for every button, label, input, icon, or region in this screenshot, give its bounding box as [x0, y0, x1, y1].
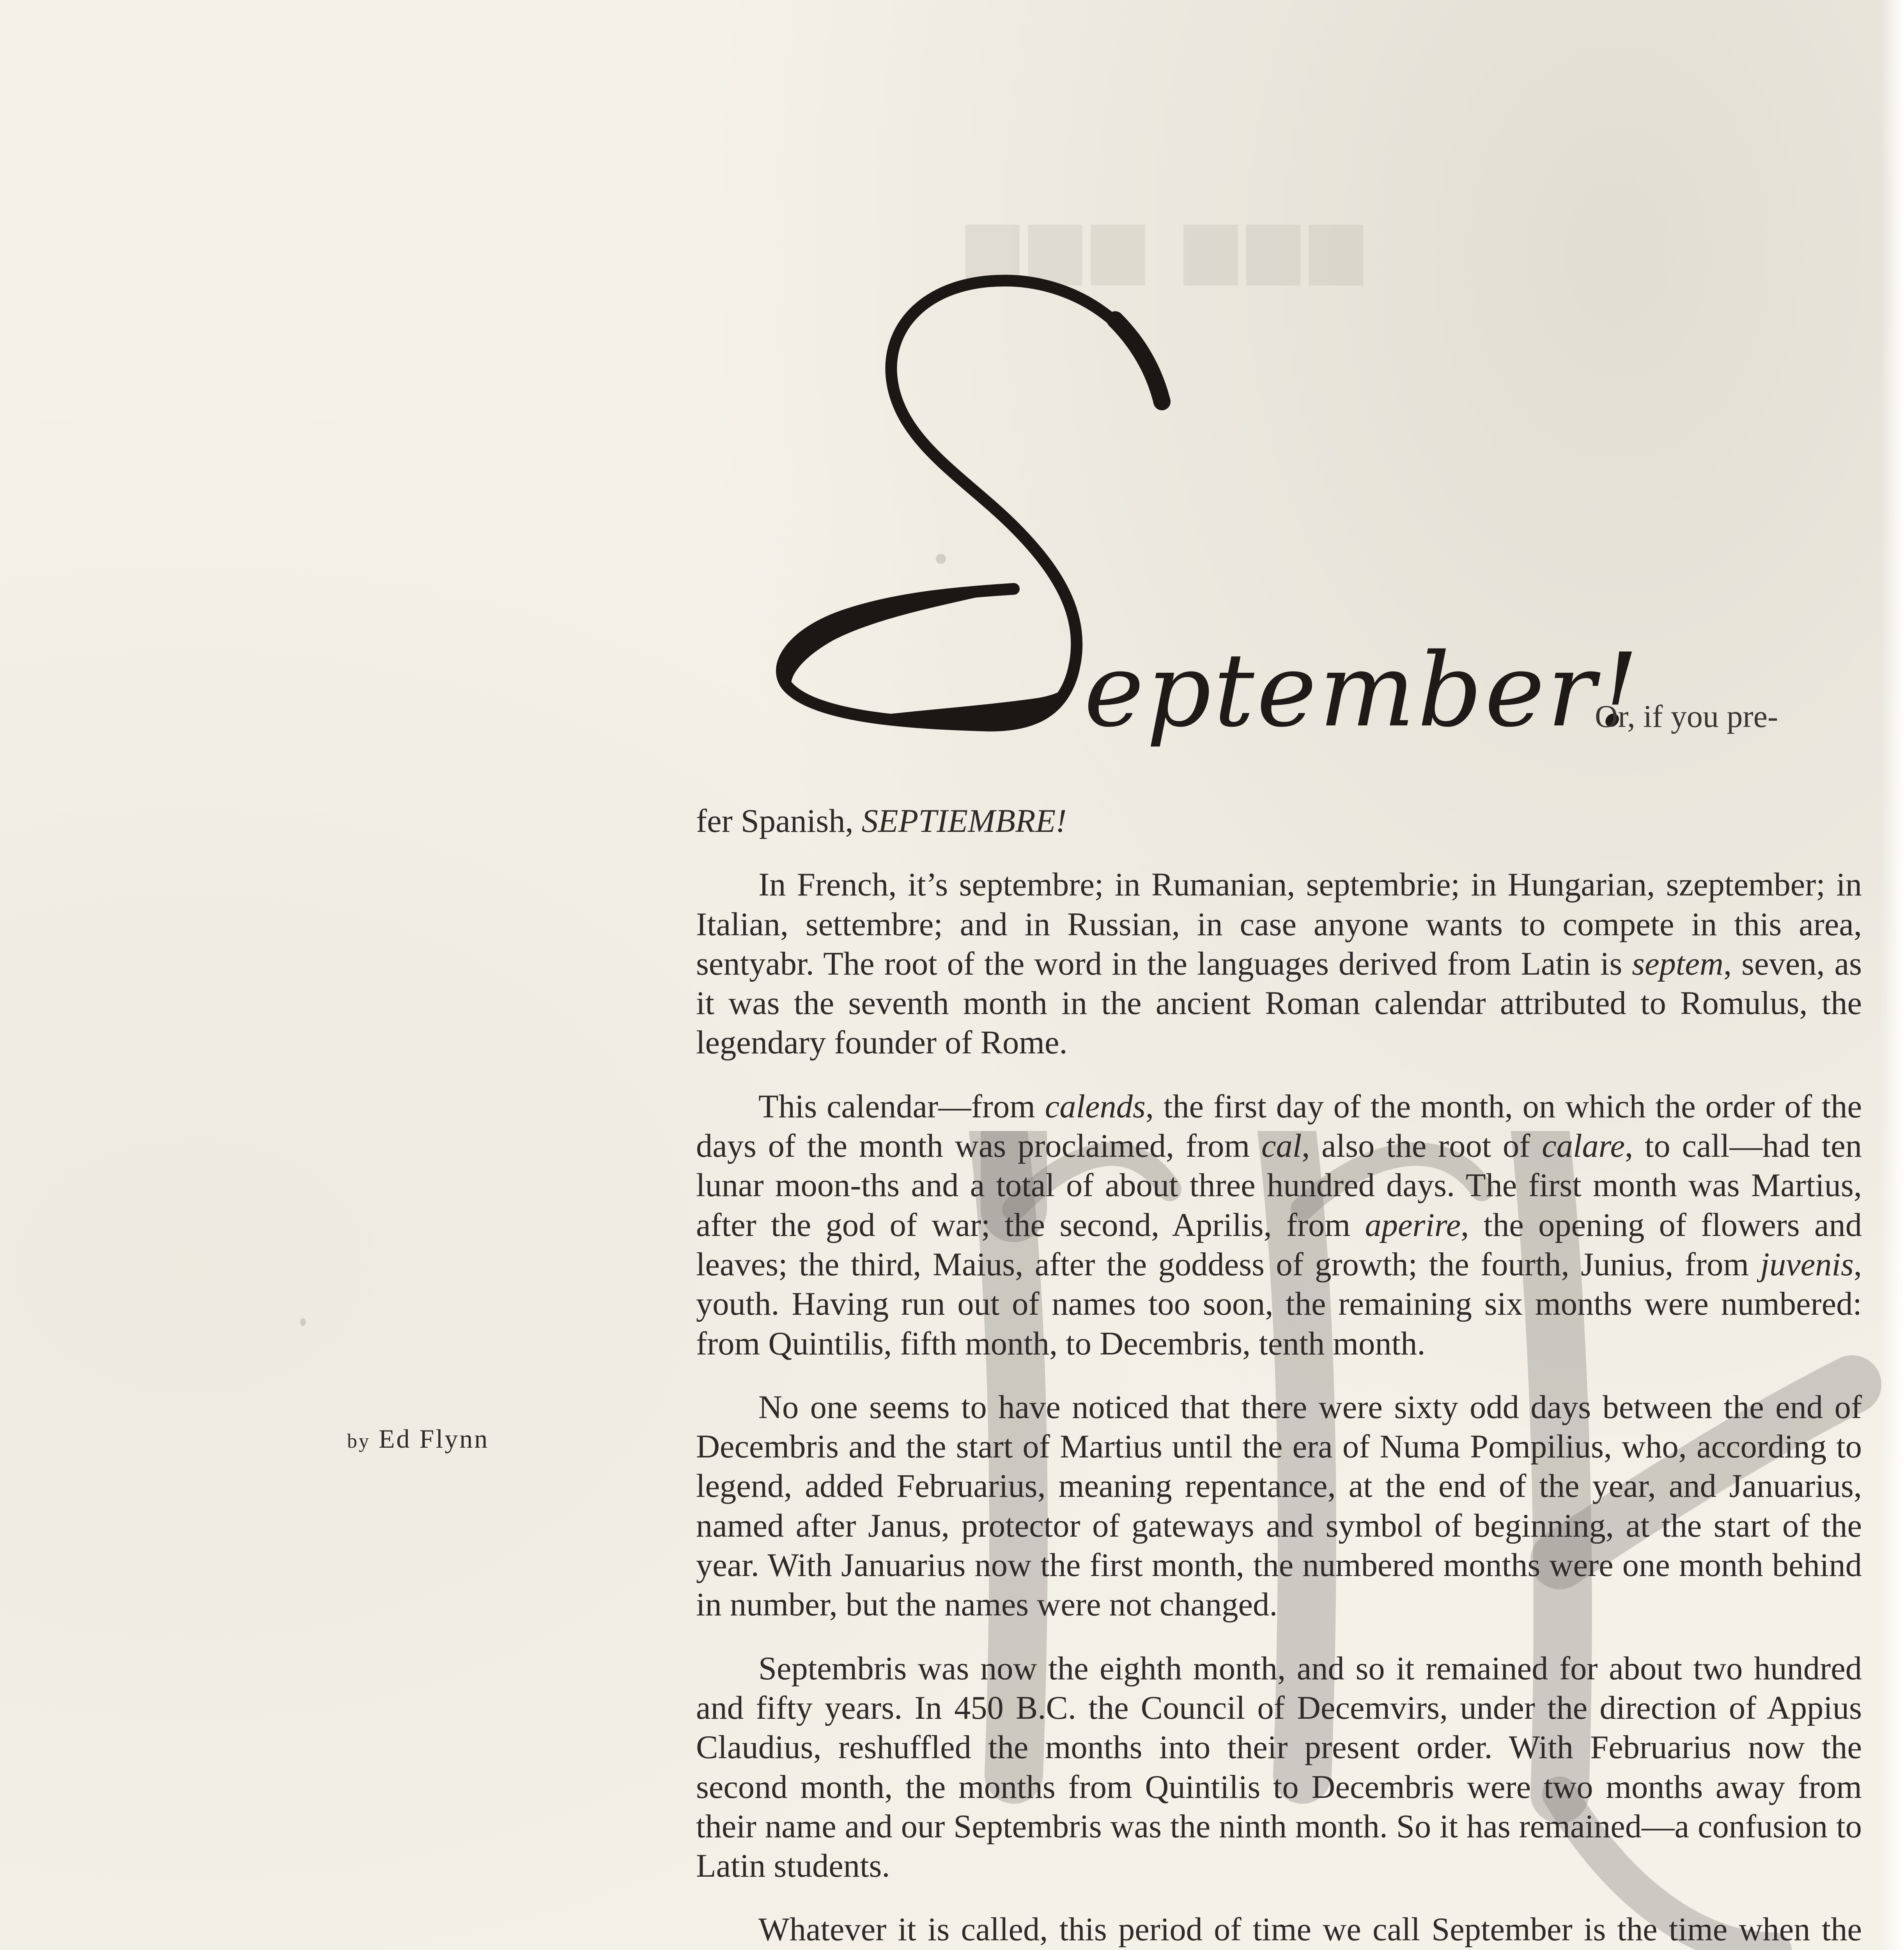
text-run: , seven, as it was the seventh month in the ancient Roman calendar attributed to Romulus, the legendary founder of Rome. — [696, 945, 1862, 1061]
bleed-through-text: ▆▆▆ ▆▆▆ — [967, 208, 1373, 282]
article-paragraph — [696, 1910, 1862, 1950]
author-name: Ed Flynn — [379, 1424, 489, 1454]
italic-term: calends — [1045, 1088, 1146, 1125]
text-run: In French, it’s septembre; in Rumanian, septembrie; in Hungarian, szeptember; in Italian, settembre; and in Russian, in case anyone wants to compete in this area, sentyabr. The root of the word in the languages derived from Latin is — [696, 867, 1862, 982]
text-run: , youth. Having run out of names too soon, the remaining six months were numbered: from Quintilis, fifth month, to Decembris, tenth month. — [696, 1246, 1862, 1362]
text-run: , also the root of — [1302, 1128, 1542, 1165]
page-edge — [1881, 0, 1904, 1950]
print-speck — [936, 554, 946, 564]
italic-term: calare — [1542, 1128, 1625, 1165]
text-run: fer Spanish, — [696, 803, 862, 839]
text-run: , the opening of flowers and leaves; the third, Maius, after the goddess of growth; the fourth, Junius, from — [696, 1207, 1862, 1283]
article-paragraph — [696, 1087, 1862, 1363]
italic-term: juvenis — [1760, 1246, 1854, 1283]
byline-prefix: by — [347, 1430, 370, 1452]
text-run: Whatever it is called, this period of time we call September is the time when the — [758, 1911, 1862, 1948]
italic-term: septem — [1632, 945, 1723, 982]
byline — [347, 1424, 489, 1454]
article-paragraph — [696, 1649, 1862, 1886]
lead-in-text: Or, if you pre- — [1595, 698, 1778, 734]
article-paragraph — [696, 801, 1862, 841]
italic-term: aperire — [1365, 1207, 1461, 1243]
article-paragraph — [696, 865, 1862, 1062]
italic-term: cal — [1261, 1128, 1302, 1165]
article-paragraph — [696, 1388, 1862, 1625]
print-speck — [300, 1318, 306, 1326]
decorative-heading-word: eptember! — [1084, 632, 1641, 750]
article-body — [696, 801, 1862, 1950]
text-run: , to call—had ten lunar moon-ths and a total of about three hundred days. The first month was Martius, after the god of war; the second, Aprilis, from — [696, 1128, 1862, 1243]
text-run: Septembris was now the eighth month, and so it remained for about two hundred and fifty years. In 450 B.C. the Council of Decemvirs, under the direction of Appius Claudius, reshuffled the months into their present order. With Februarius now the second month, the months from Quintilis to Decembris were two months away from their name and our Septembris was the ninth month. So it has remained—a confusion to Latin students. — [696, 1650, 1862, 1884]
text-run: No one seems to have noticed that there were sixty odd days between the end of Decembris and the start of Martius until the era of Numa Pompilius, who, according to legend, added Februarius, meaning repentance, at the end of the year, and Januarius, named after Janus, protector of gateways and symbol of beginning, at the start of the year. With Januarius now the first month, the numbered months were one month behind in number, but the names were not changed. — [696, 1389, 1862, 1623]
text-run: , the first day of the month, on which the order of the days of the month was proclaimed, from — [696, 1088, 1862, 1165]
italic-term: SEPTIEMBRE! — [861, 803, 1067, 839]
text-run: This calendar—from — [758, 1088, 1045, 1125]
